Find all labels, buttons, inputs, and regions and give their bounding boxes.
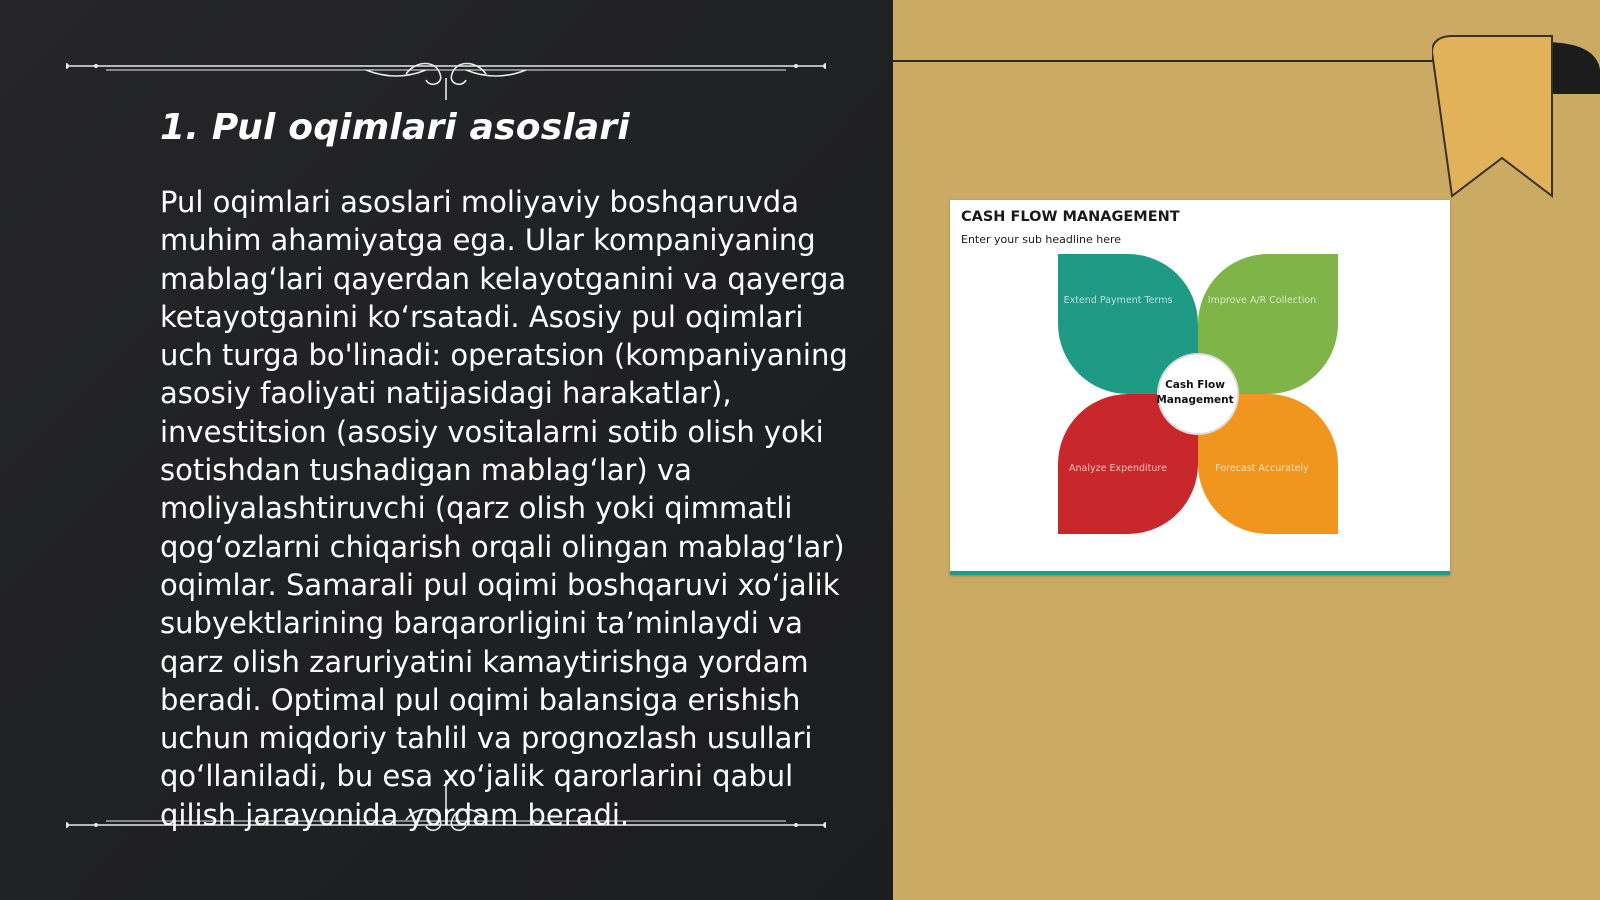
- slide-title: 1. Pul oqimlari asoslari: [160, 107, 630, 148]
- image-accent-bar: [950, 571, 1450, 575]
- petal-label-1: Extend Payment Terms: [1063, 295, 1173, 306]
- bookmark-ribbon-icon: [1432, 34, 1600, 200]
- petal-label-3: Analyze Expenditure: [1069, 463, 1167, 474]
- image-title: CASH FLOW MANAGEMENT: [961, 209, 1180, 225]
- cash-flow-image: [950, 200, 1450, 575]
- center-label: Cash Flow Management: [1156, 379, 1234, 406]
- divider-line: [893, 60, 1443, 62]
- ornament-top-icon: [66, 40, 826, 100]
- image-subtitle: Enter your sub headline here: [961, 233, 1122, 246]
- petal-label-2: Improve A/R Collection: [1207, 295, 1317, 306]
- petal-label-4: Forecast Accurately: [1215, 463, 1309, 474]
- body-text: Pul oqimlari asoslari moliyaviy boshqaruvda muhim ahamiyatga ega. Ular kompaniyaning mablag‘lari qayerdan kelayotganini va qayerga ketayotganini ko‘rsatadi. Asosiy pul oqimlari uch turga bo'linadi: operatsion (kompaniyaning asosiy faoliyati natijasidagi harakatlar), investitsion (asosiy vositalarni sotib olish yoki sotishdan tushadigan mablag‘lar) va moliyalashtiruvchi (qarz olish yoki qimmatli qog‘ozlarni chiqarish orqali olingan mablag‘lar) oqimlar. Samarali pul oqimi boshqaruvi xo‘jalik subyektlarining barqarorligini ta’minlaydi va qarz olish zaruriyatini kamaytirishga yordam beradi. Optimal pul oqimi balansiga erishish uchun miqdoriy tahlil va prognozlash usullari qo‘llaniladi, bu esa xo‘jalik qarorlarini qabul qilish jarayonida yordam beradi.: [160, 185, 848, 832]
